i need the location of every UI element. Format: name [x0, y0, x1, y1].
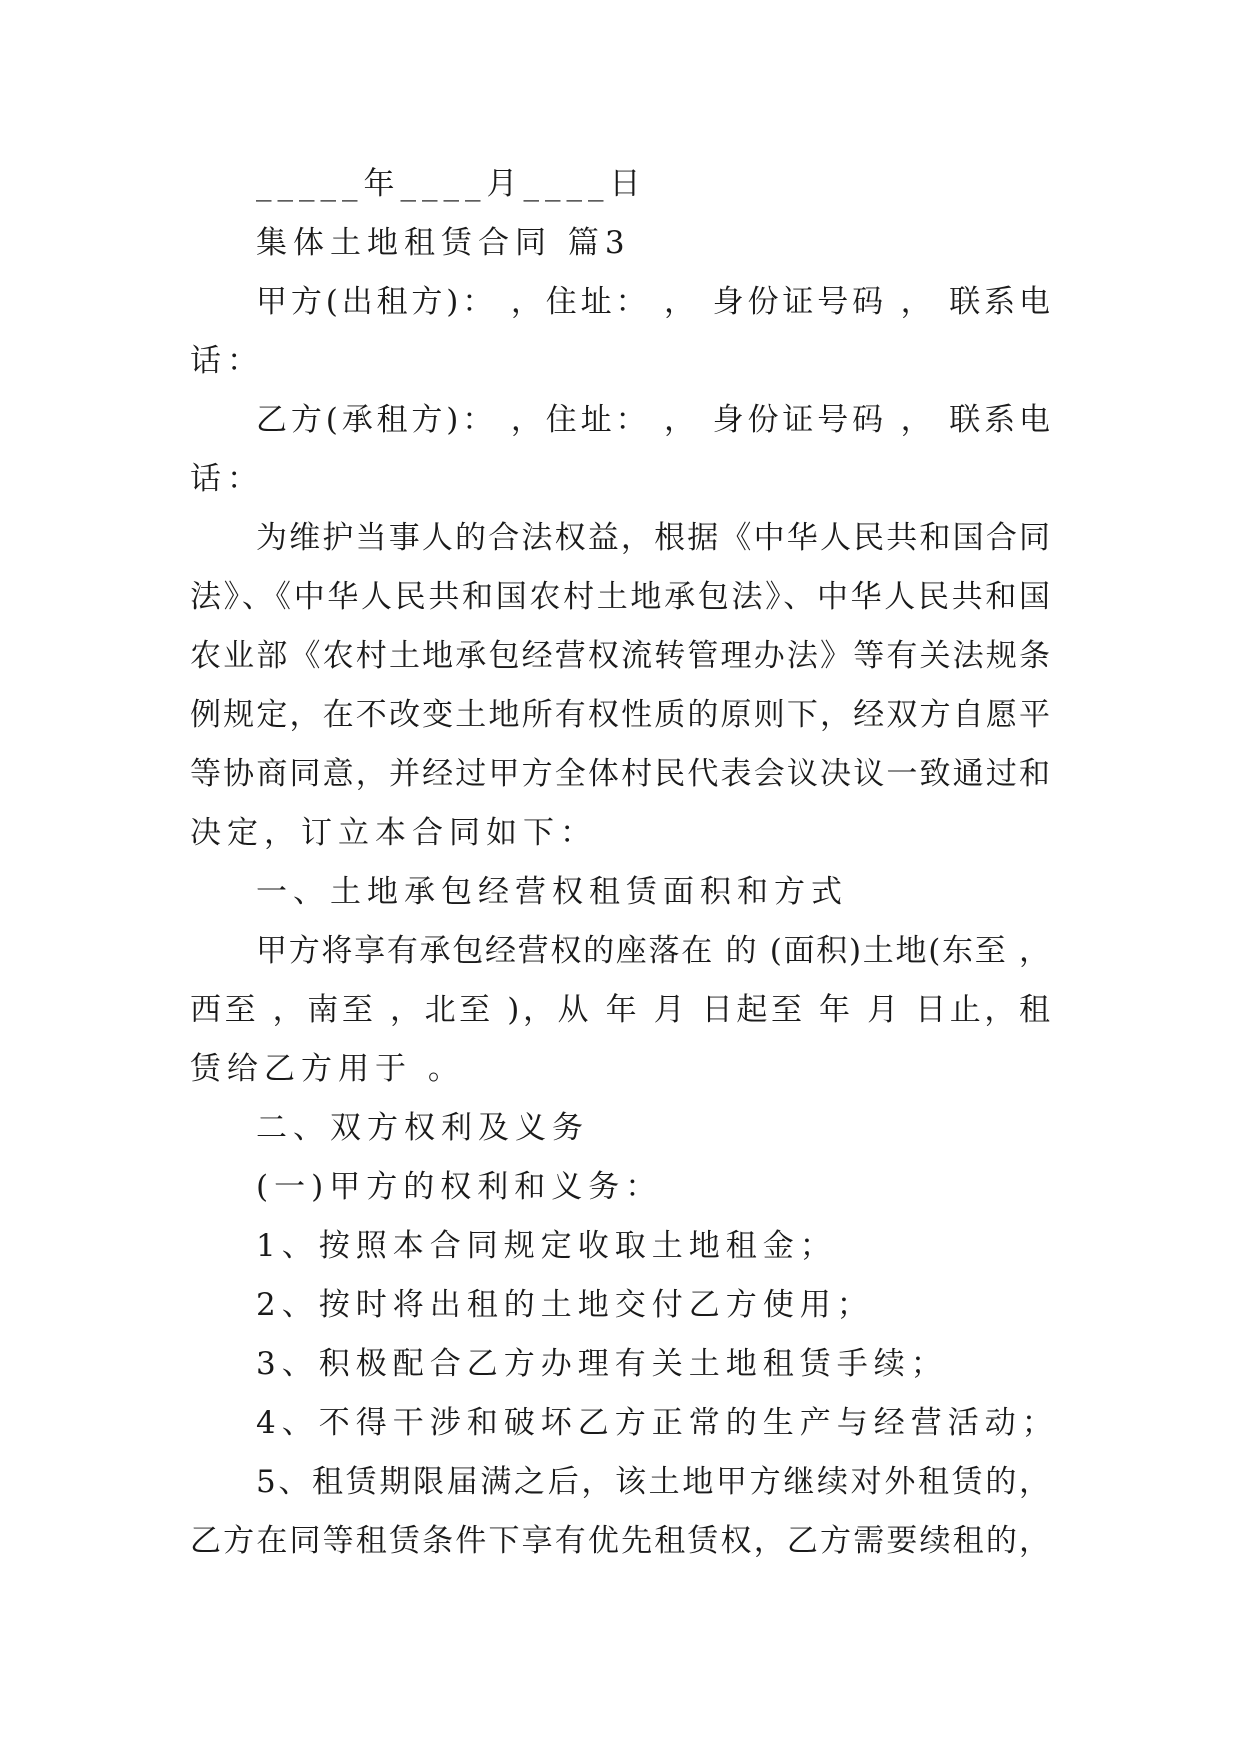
text-line: 一、土地承包经营权租赁面积和方式 — [256, 874, 848, 910]
text-line: 乙方在同等租赁条件下享有优先租赁权，乙方需要续租的， — [190, 1523, 1050, 1559]
text-line: 甲方将享有承包经营权的座落在 的 (面积)土地(东至 ， — [256, 933, 1050, 969]
text-line: 等协商同意，并经过甲方全体村民代表会议决议一致通过和 — [190, 756, 1050, 792]
text-line: (一)甲方的权利和义务： — [256, 1169, 663, 1205]
text-line: 1、按照本合同规定收取土地租金； — [256, 1228, 837, 1264]
text-line: 2、按时将出租的土地交付乙方使用； — [256, 1287, 874, 1323]
text-line: 决定，订立本合同如下： — [190, 815, 597, 851]
text-line: 5、租赁期限届满之后，该土地甲方继续对外租赁的， — [256, 1464, 1050, 1500]
text-line: 话： — [190, 343, 264, 379]
text-line: 赁给乙方用于 。 — [190, 1051, 465, 1087]
text-line: 法》、《中华人民共和国农村土地承包法》、中华人民共和国 — [190, 579, 1050, 615]
text-line: 二、双方权利及义务 — [256, 1110, 589, 1146]
text-line: 乙方(承租方)： ，住址： ， 身份证号码 ， 联系电 — [256, 402, 1050, 438]
document-body — [190, 155, 1059, 1571]
text-line: 话： — [190, 461, 264, 497]
text-line: _____年____月____日 — [256, 166, 647, 202]
text-line: 甲方(出租方)： ，住址： ， 身份证号码 ， 联系电 — [256, 284, 1050, 320]
text-line: 4、不得干涉和破坏乙方正常的生产与经营活动； — [256, 1405, 1059, 1441]
text-line: 农业部《农村土地承包经营权流转管理办法》等有关法规条 — [190, 638, 1050, 674]
text-line: 为维护当事人的合法权益，根据《中华人民共和国合同 — [256, 520, 1050, 556]
text-line: 集体土地租赁合同 篇3 — [256, 225, 631, 261]
text-line: 例规定，在不改变土地所有权性质的原则下，经双方自愿平 — [190, 697, 1050, 733]
text-line: 西至 ，南至 ，北至 )，从 年 月 日起至 年 月 日止，租 — [190, 992, 1050, 1028]
text-line: 3、积极配合乙方办理有关土地租赁手续； — [256, 1346, 948, 1382]
